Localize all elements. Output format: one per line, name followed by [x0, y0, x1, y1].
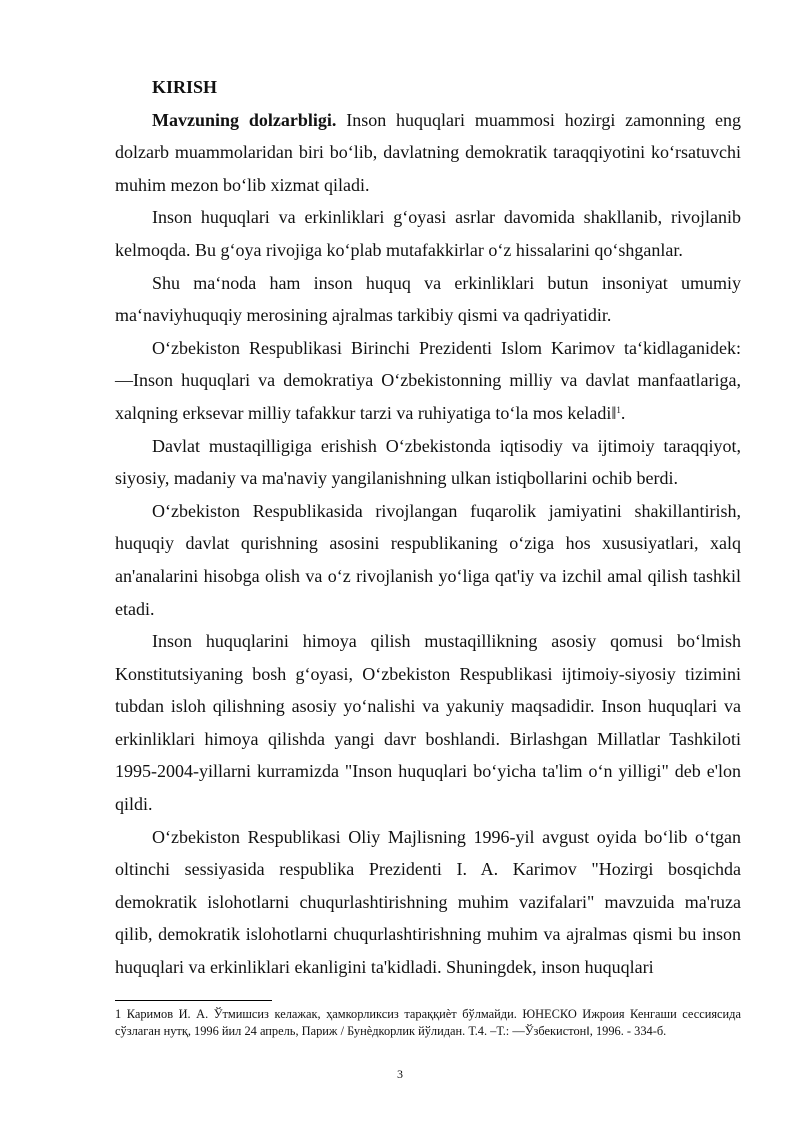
- paragraph-4-tail: .: [620, 402, 626, 423]
- paragraph-lead: Mavzuning dolzarbligi.: [152, 109, 337, 130]
- footnote-reference[interactable]: 1: [616, 404, 621, 415]
- paragraph-6: O‘zbekiston Respublikasida rivojlangan fuqarolik jamiyatini shakillantirish, huquqiy davlat qurishning asosini respublikaning o‘ziga hos xususiyatlari, xalq an'analarini hisobga olish va o‘z rivojlanish yo‘liga qat'iy va izchil amal qilish tashkil etadi.: [115, 500, 741, 619]
- section-heading: KIRISH: [152, 77, 218, 97]
- paragraph-5: Davlat mustaqilligiga erishish O‘zbekistonda iqtisodiy va ijtimoiy taraqqiyot, siyosiy, madaniy va ma'naviy yangilanishning ulkan istiqbollarini ochib berdi.: [115, 435, 741, 489]
- paragraph-4: [115, 332, 741, 430]
- paragraph-2: Inson huquqlari va erkinliklari g‘oyasi asrlar davomida shakllanib, rivojlanib kelmoqda. Bu g‘oya rivojiga ko‘plab mutafakkirlar o‘z hissalarini qo‘shganlar.: [115, 207, 741, 260]
- page-number: 3: [397, 1067, 403, 1081]
- paragraph-1-text: Inson huquqlari muammosi hozirgi zamonning eng dolzarb muammolaridan biri bo‘lib, davlatning demokratik taraqqiyotini ko‘rsatuvchi muhim mezon bo‘lib xizmat qiladi.: [115, 109, 741, 195]
- paragraph-3: Shu ma‘noda ham inson huquq va erkinliklari butun insoniyat umumiy ma‘naviyhuquqiy merosining ajralmas tarkibiy qismi va qadriyatidir.: [115, 272, 741, 326]
- footnote-divider: [115, 1000, 272, 1001]
- body-text: [115, 71, 741, 984]
- paragraph-8: O‘zbekiston Respublikasi Oliy Majlisning 1996-yil avgust oyida bo‘lib o‘tgan oltinchi sessiyasida respublika Prezidenti I. A. Karimov "Hozirgi bosqichda demokratik islohotlarni chuqurlashtirishning muhim vazifalari" mavzuida ma'ruza qilib, demokratik islohotlarni chuqurlashtirishning muhim va ajralmas qismi bu inson huquqlari va erkinliklari ekanligini ta'kidladi. Shuningdek, inson huquqlari: [115, 826, 741, 978]
- paragraph-7: Inson huquqlarini himoya qilish mustaqillikning asosiy qomusi bo‘lmish Konstitutsiyaning bosh g‘oyasi, O‘zbekiston Respublikasi ijtimoiy-siyosiy tizimini tubdan isloh qilishning asosiy yo‘nalishi va yakuniy maqsadidir. Inson huquqlari va erkinliklari himoya qilishda yangi davr boshlandi. Birlashgan Millatlar Tashkiloti 1995-2004-yillarni kurramizda "Inson huquqlari bo‘yicha ta'lim o‘n yilligi" deb e'lon qildi.: [115, 631, 741, 815]
- paragraph-4-text: O‘zbekiston Respublikasi Birinchi Prezidenti Islom Karimov ta‘kidlaganidek: ―Inson huquqlari va demokratiya O‘zbekistonning milliy va davlat manfaatlariga, xalqning erksevar milliy tafakkur tarzi va ruhiyatiga to‘la mos keladi‖: [115, 337, 741, 423]
- paragraph-1: [115, 104, 741, 202]
- footnote: 1 Каримов И. А. Ўтмишсиз келажак, ҳамкорликсиз тараққиѐт бўлмайди. ЮНЕСКО Ижроия Кенгаши сессиясида сўзлаган нутқ, 1996 йил 24 апрель, Париж / Бунѐдкорлик йўлидан. Т.4. –Т.: ―Ўзбекистонǁ, 1996. - 334-б.: [115, 1007, 741, 1038]
